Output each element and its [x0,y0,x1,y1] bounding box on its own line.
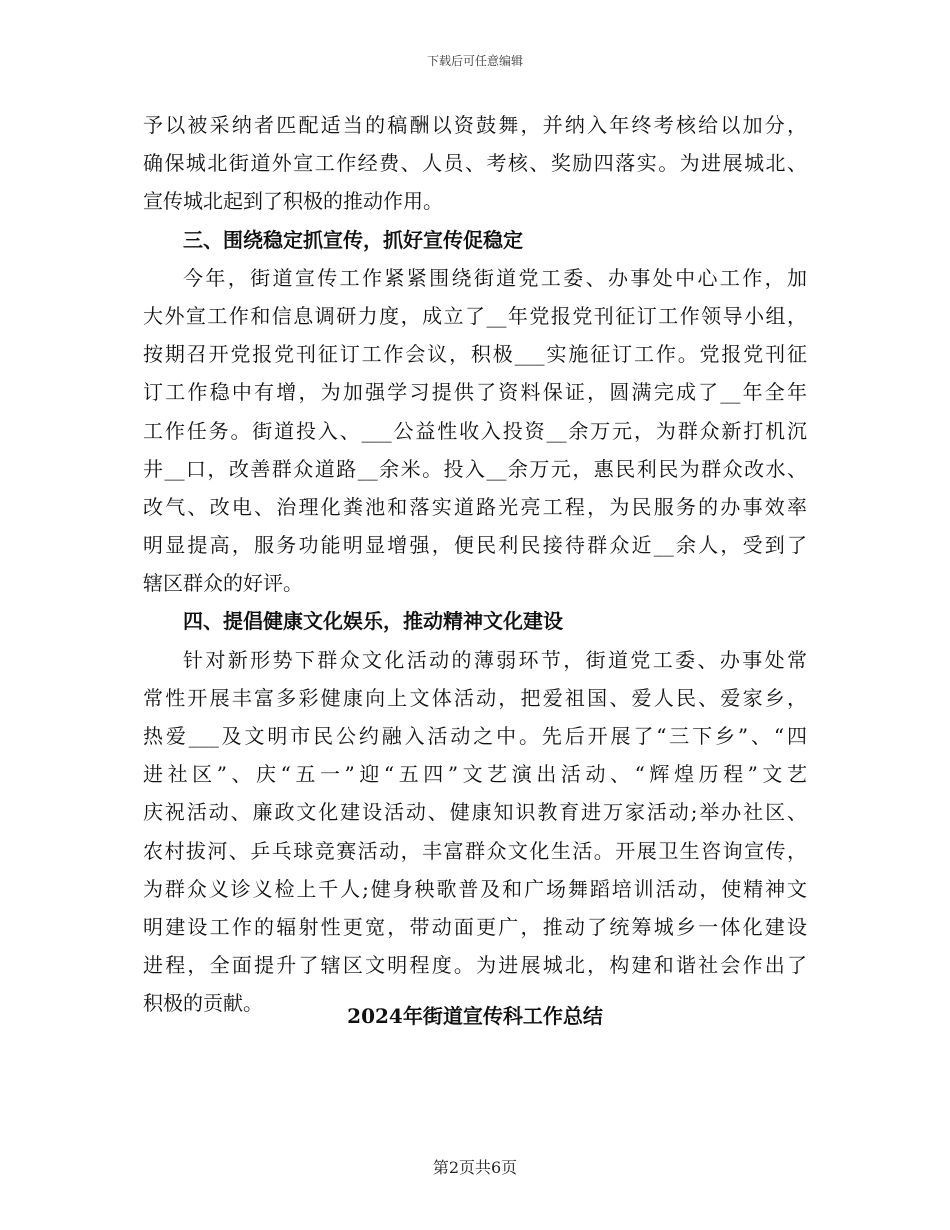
section-heading-3: 三、围绕稳定抓宣传，抓好宣传促稳定 [183,227,523,252]
text-line: 农村拔河、乒乓球竞赛活动，丰富群众文化生活。开展卫生咨询宣传， [143,838,807,863]
paragraph-1 [143,106,807,221]
text-line: 庆祝活动、廉政文化建设活动、健康知识教育进万家活动;举办社区、 [143,800,807,825]
text-line: 大外宣工作和信息调研力度，成立了__年党报党刊征订工作领导小组， [143,303,807,328]
text-line: 积极的贡献。 [143,991,263,1016]
section-heading-4: 四、提倡健康文化娱乐，推动精神文化建设 [183,609,563,634]
document-title: 2024年街道宣传科工作总结 [347,1004,603,1028]
text-line: 改气、改电、治理化粪池和落实道路光亮工程，为民服务的办事效率 [143,494,807,519]
text-line: 确保城北街道外宣工作经费、人员、考核、奖励四落实。为进展城北、 [143,151,807,176]
text-line: 宣传城北起到了积极的推动作用。 [143,189,443,214]
text-line: 热爱___及文明市民公约融入活动之中。先后开展了“三下乡”、“四 [143,724,807,748]
page-number-footer: 第2页共6页 [432,1158,518,1177]
text-line: 针对新形势下群众文化活动的薄弱环节，街道党工委、办事处常 [183,647,807,672]
text-line: 进程，全面提升了辖区文明程度。为进展城北，构建和谐社会作出了 [143,953,807,978]
text-line: 予以被采纳者匹配适当的稿酬以资鼓舞，并纳入年终考核给以加分， [143,113,807,137]
text-line: 工作任务。街道投入、___公益性收入投资__余万元，为群众新打机沉 [143,418,807,443]
text-line: 订工作稳中有增，为加强学习提供了资料保证，圆满完成了__年全年 [143,380,807,405]
paragraph-3 [143,641,807,1023]
text-line: 为群众义诊义检上千人;健身秧歌普及和广场舞蹈培训活动，使精神文 [143,876,807,901]
text-line: 进社区”、庆“五一”迎“五四”文艺演出活动、“辉煌历程”文艺 [143,762,807,787]
text-line: 辖区群众的好评。 [143,571,303,596]
text-line: 明显提高，服务功能明显增强，便民利民接待群众近__余人，受到了 [143,533,807,558]
page-header-note: 下载后可任意编辑 [426,54,523,68]
text-line: 井__口，改善群众道路__余米。投入__余万元，惠民利民为群众改水、 [143,456,807,481]
paragraph-2 [143,259,807,603]
text-line: 按期召开党报党刊征订工作会议，积极___实施征订工作。党报党刊征 [143,342,807,367]
text-line: 今年，街道宣传工作紧紧围绕街道党工委、办事处中心工作，加 [183,265,807,290]
document-body [143,106,807,1023]
text-line: 明建设工作的辐射性更宽，带动面更广，推动了统筹城乡一体化建设 [143,914,807,939]
text-line: 常性开展丰富多彩健康向上文体活动，把爱祖国、爱人民、爱家乡， [143,685,807,710]
